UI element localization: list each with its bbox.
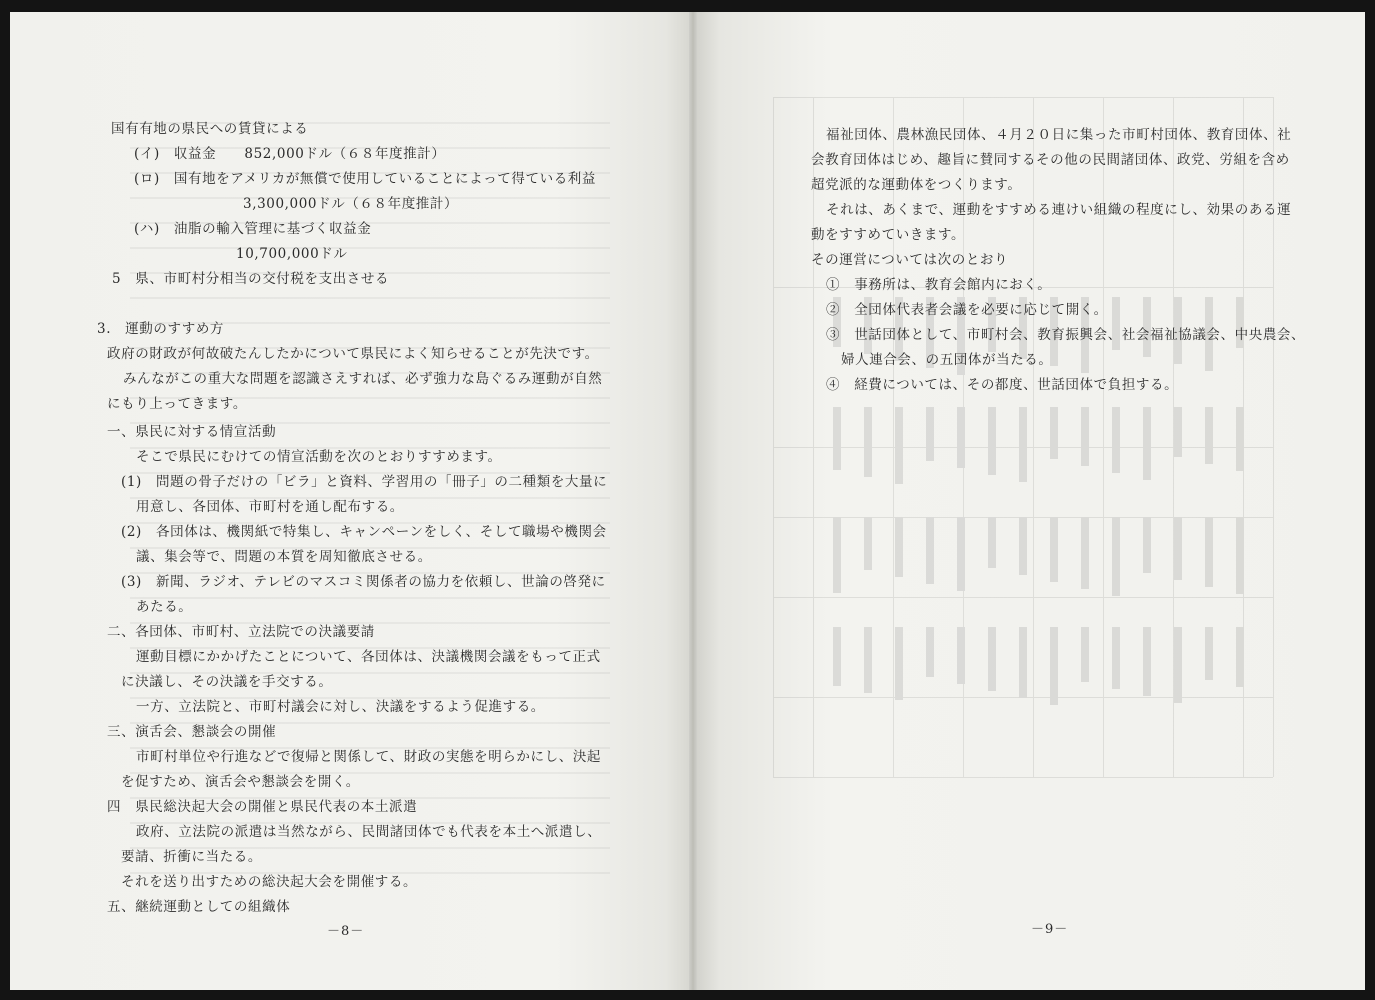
text-line: にもり上ってきます。 — [107, 396, 247, 412]
ghost-mark — [1143, 407, 1151, 480]
text-line: 議、集会等で、問題の本質を周知徹底させる。 — [136, 549, 432, 565]
ghost-mark — [926, 407, 934, 461]
left-page — [10, 12, 693, 990]
text-line: 運動目標にかかげたことについて、各団体は、決議機関会議をもって正式 — [136, 649, 601, 665]
ghost-line — [813, 97, 814, 777]
ghost-mark — [1112, 517, 1120, 596]
ghost-mark — [1019, 627, 1027, 698]
text-line: そこで県民にむけての情宣活動を次のとおりすすめます。 — [136, 449, 502, 465]
right-page-show-through-table — [773, 97, 1273, 777]
ghost-mark — [1174, 627, 1182, 703]
ghost-line — [1103, 97, 1104, 777]
ghost-mark — [988, 627, 996, 691]
ghost-mark — [1205, 517, 1213, 587]
text-line: 3,300,000ドル（６８年度推計） — [243, 196, 459, 212]
text-line: 政府、立法院の派遣は当然ながら、民間諸団体でも代表を本土へ派遣し、 — [136, 824, 602, 840]
text-line: それを送り出すための総決起大会を開催する。 — [121, 874, 418, 890]
text-line: 二、各団体、市町村、立法院での決議要請 — [107, 624, 375, 640]
ghost-line — [773, 97, 1273, 98]
text-line: 一、県民に対する情宣活動 — [107, 424, 277, 440]
right-page — [693, 12, 1365, 990]
text-line: 会教育団体はじめ、趣旨に賛同するその他の民間諸団体、政党、労組を含め — [811, 152, 1290, 168]
ghost-mark — [1205, 407, 1213, 464]
text-line: ① 事務所は、教育会館内におく。 — [826, 277, 1052, 293]
ghost-mark — [1174, 517, 1182, 580]
text-line: それは、あくまで、運動をすすめる連けい組織の程度にし、効果のある運 — [826, 202, 1292, 218]
ghost-line — [773, 597, 1273, 598]
ghost-mark — [833, 517, 841, 593]
ghost-mark — [1236, 627, 1244, 687]
ghost-mark — [1236, 517, 1244, 594]
text-line: 要請、折衝に当たる。 — [121, 849, 262, 865]
ghost-mark — [895, 627, 903, 700]
book-spread — [10, 12, 1365, 990]
text-line: ④ 経費については、その都度、世話団体で負担する。 — [826, 377, 1179, 393]
ghost-mark — [864, 627, 872, 693]
text-line: 政府の財政が何故破たんしたかについて県民によく知らせることが先決です。 — [107, 346, 599, 362]
text-line: 四 県民総決起大会の開催と県民代表の本土派遣 — [107, 799, 418, 815]
ghost-mark — [957, 407, 965, 468]
ghost-mark — [1205, 627, 1213, 680]
text-line: 動をすすめていきます。 — [811, 227, 966, 243]
ghost-mark — [957, 627, 965, 684]
text-line: (3) 新聞、ラジオ、テレビのマスコミ関係者の協力を依頼し、世論の啓発に — [121, 574, 606, 590]
ghost-mark — [926, 627, 934, 677]
text-line: 一方、立法院と、市町村議会に対し、決議をするよう促進する。 — [136, 699, 545, 715]
text-line: (ロ) 国有地をアメリカが無償で使用していることによって得ている利益 — [134, 171, 596, 187]
text-line: ③ 世話団体として、市町村会、教育振興会、社会福祉協議会、中央農会、 — [826, 327, 1306, 343]
ghost-mark — [1081, 407, 1089, 466]
ghost-mark — [1019, 517, 1027, 575]
ghost-mark — [926, 517, 934, 584]
ghost-mark — [1112, 627, 1120, 689]
text-line: 5 県、市町村分相当の交付税を支出させる — [112, 271, 390, 287]
text-line: (ハ) 油脂の輸入管理に基づく収益金 — [134, 221, 372, 237]
text-line: 福祉団体、農林漁民団体、４月２０日に集った市町村団体、教育団体、社 — [826, 127, 1292, 143]
ghost-mark — [1236, 407, 1244, 471]
ghost-mark — [833, 627, 841, 686]
book-gutter — [689, 12, 697, 990]
ghost-mark — [1081, 627, 1089, 682]
text-line: 超党派的な運動体をつくります。 — [811, 177, 1022, 193]
text-line: 10,700,000ドル — [236, 246, 348, 262]
text-line: ② 全団体代表者会議を必要に応じて開く。 — [826, 302, 1108, 318]
ghost-mark — [1143, 627, 1151, 696]
ghost-mark — [957, 517, 965, 591]
page-number: －8－ — [327, 924, 365, 939]
text-line: みんながこの重大な問題を認識さえすれば、必ず強力な島ぐるみ運動が自然 — [123, 371, 603, 387]
text-line: (1) 問題の骨子だけの「ビラ」と資料、学習用の「冊子」の二種類を大量に — [121, 474, 608, 490]
ghost-mark — [864, 517, 872, 570]
text-line: あたる。 — [136, 599, 193, 615]
page-number: －9－ — [1031, 922, 1069, 937]
ghost-mark — [864, 407, 872, 477]
ghost-line — [1033, 97, 1034, 777]
ghost-mark — [1112, 407, 1120, 473]
ghost-mark — [1019, 407, 1027, 482]
ghost-mark — [1050, 517, 1058, 582]
ghost-line — [1273, 97, 1274, 777]
ghost-line — [893, 97, 894, 777]
text-line: を促すため、演舌会や懇談会を開く。 — [121, 774, 360, 790]
text-line: 婦人連合会、の五団体が当たる。 — [841, 352, 1053, 368]
text-line: (2) 各団体は、機関紙で特集し、キャンペーンをしく、そして職場や機関会 — [121, 524, 607, 540]
ghost-mark — [988, 517, 996, 568]
text-line: に決議し、その決議を手交する。 — [121, 674, 333, 690]
ghost-mark — [1050, 407, 1058, 459]
ghost-mark — [895, 517, 903, 577]
ghost-mark — [1081, 517, 1089, 589]
text-line: 3. 運動のすすめ方 — [97, 321, 225, 337]
text-line: 国有有地の県民への賃貸による — [111, 121, 309, 137]
text-line: 市町村単位や行進などで復帰と関係して、財政の実態を明らかにし、決起 — [136, 749, 602, 765]
text-line: 五、継続運動としての組織体 — [107, 899, 291, 915]
text-line: (イ) 収益金 852,000ドル（６８年度推計） — [134, 146, 446, 162]
ghost-line — [773, 97, 774, 777]
ghost-mark — [895, 407, 903, 484]
ghost-mark — [1050, 627, 1058, 705]
ghost-mark — [1143, 517, 1151, 573]
text-line: その運営については次のとおり — [811, 252, 1009, 268]
ghost-mark — [988, 407, 996, 475]
ghost-mark — [833, 407, 841, 470]
text-line: 三、演舌会、懇談会の開催 — [107, 724, 277, 740]
ghost-line — [773, 777, 1273, 778]
ghost-mark — [1174, 407, 1182, 457]
text-line: 用意し、各団体、市町村を通し配布する。 — [136, 499, 404, 515]
